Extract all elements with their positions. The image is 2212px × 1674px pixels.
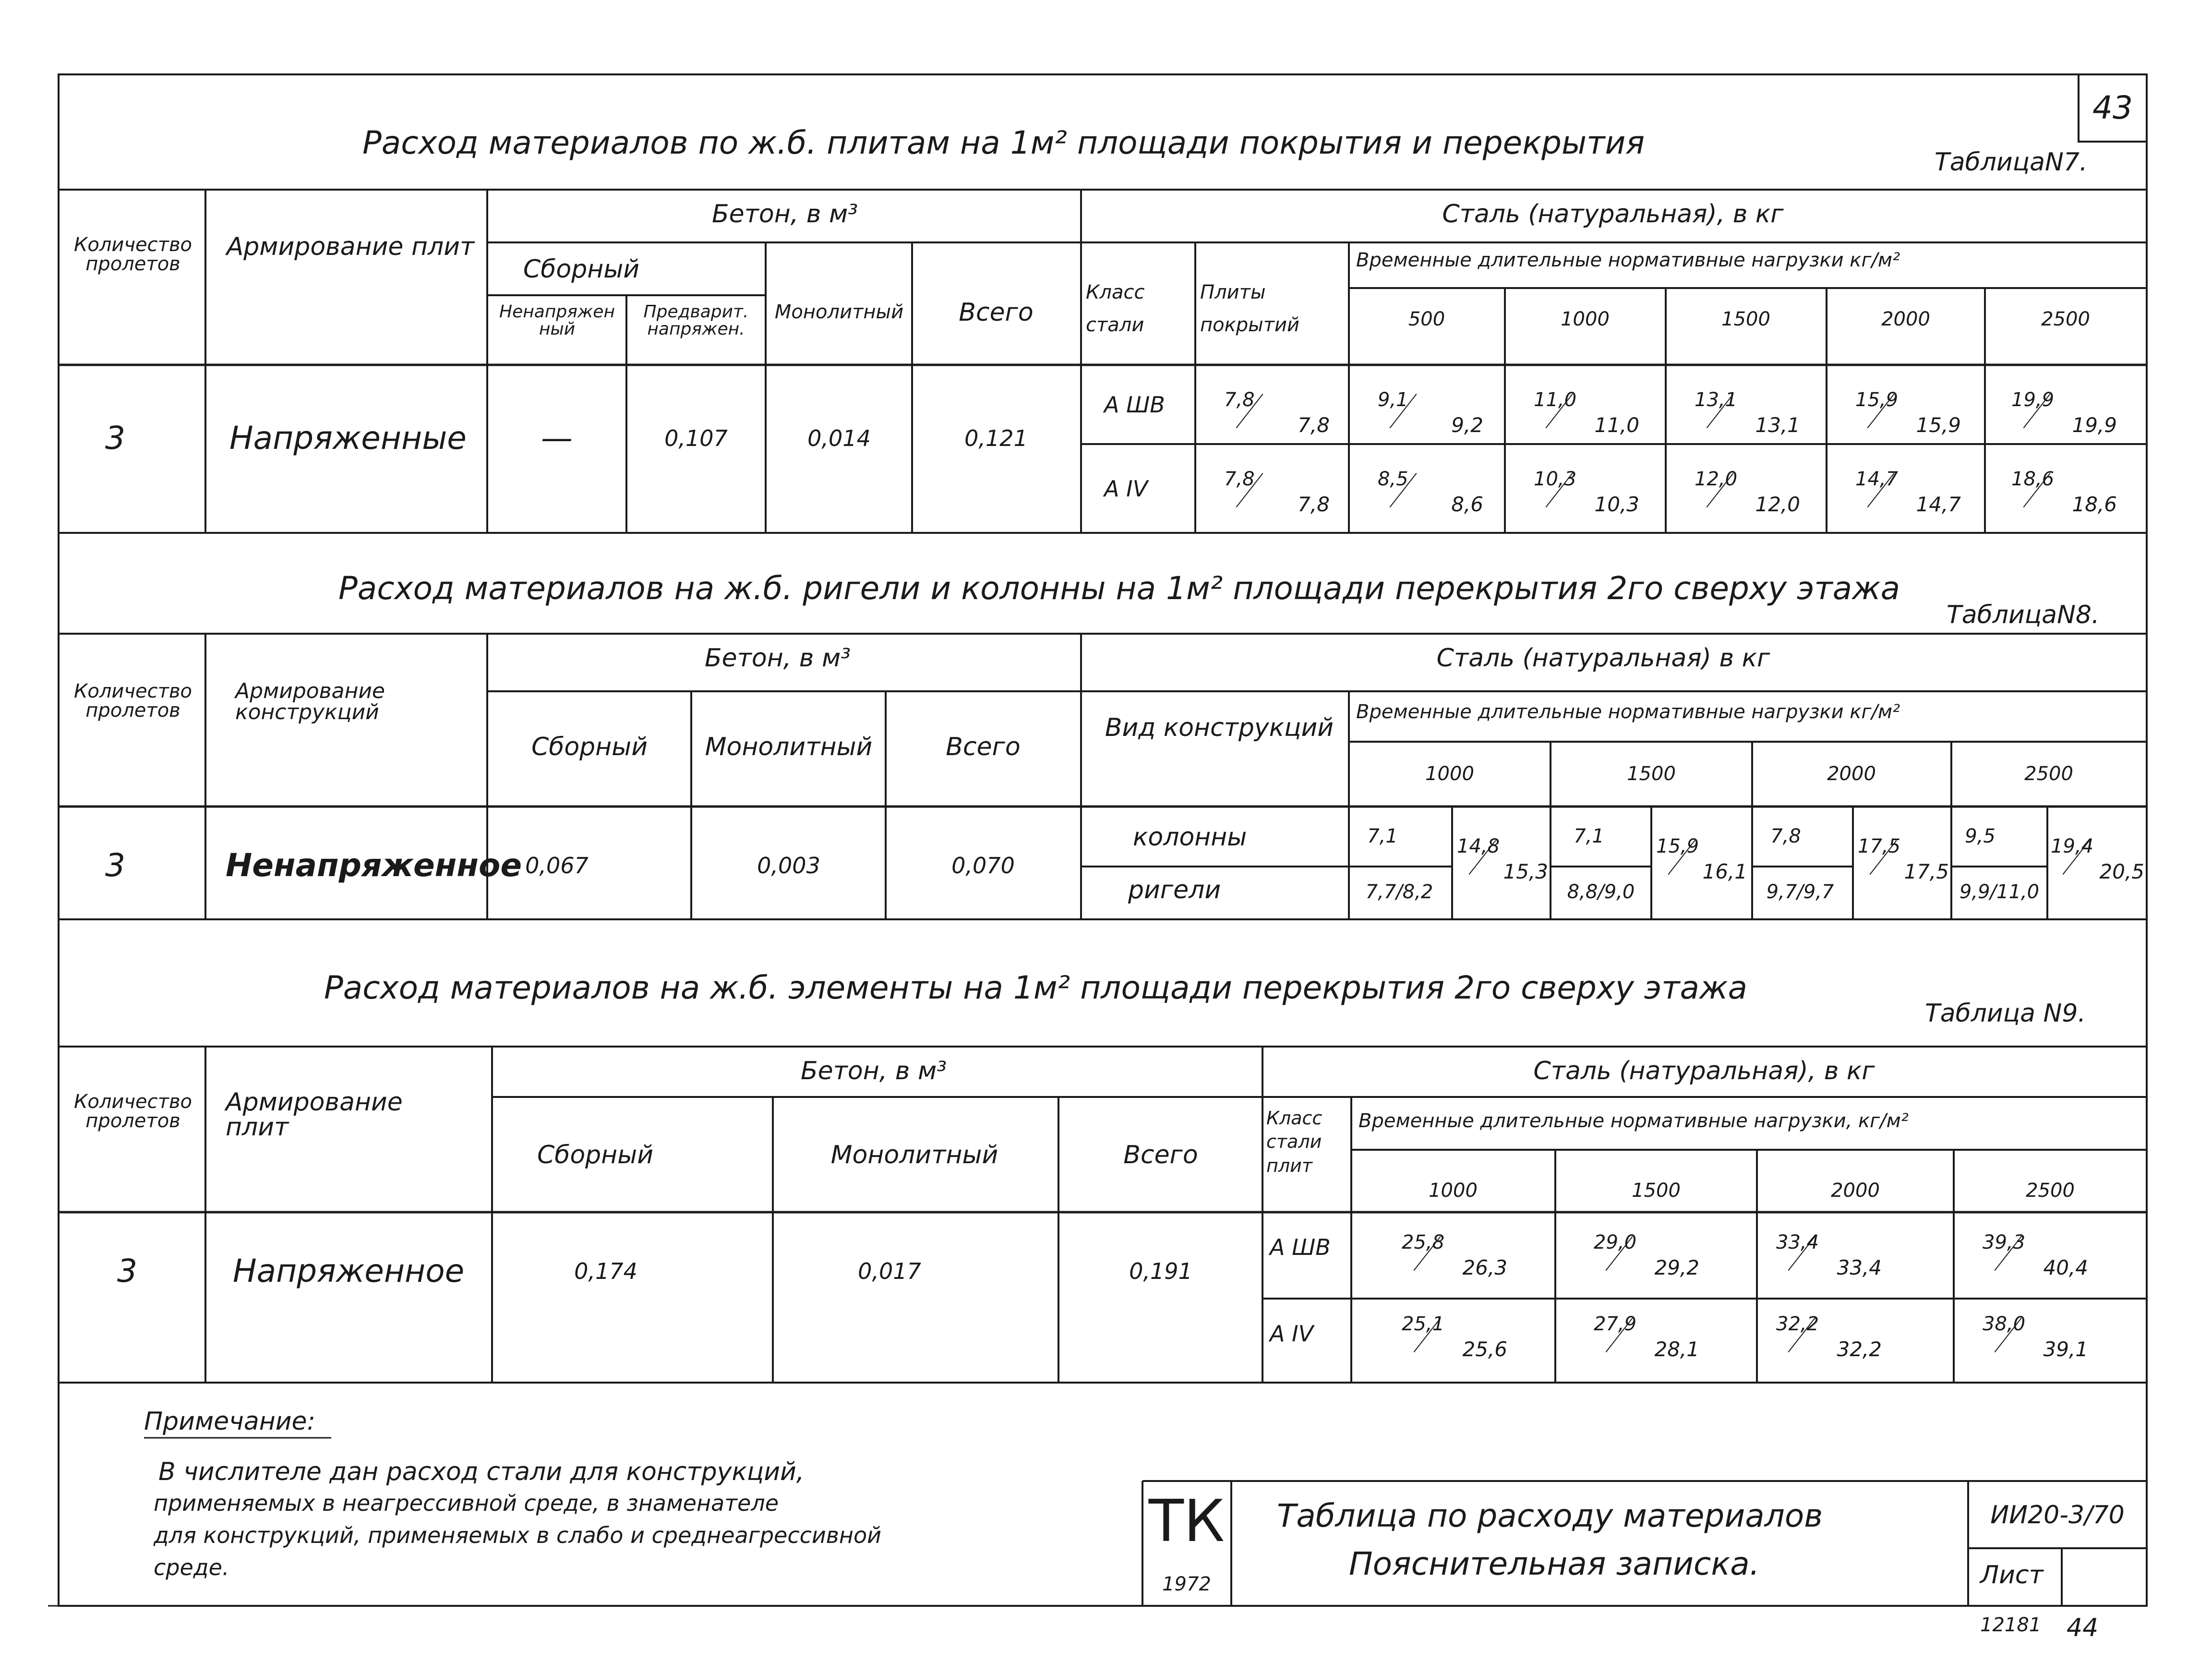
t8-total-1000: 14,8 15,3 [1457, 835, 1548, 883]
t9-val-1-1000: 25,8 26,3 [1402, 1231, 1507, 1279]
t9-val-1-1500: 29,0 29,2 [1594, 1231, 1699, 1279]
table7-title: Расход материалов по ж.б. плитам на 1м² площади покрытия и перекрытия [362, 124, 1645, 161]
t7-header-nenapr: Ненапряжен ный [499, 302, 615, 339]
t7-header-beton: Бетон, в м³ [711, 200, 858, 229]
t9-header-vsego: Всего [1123, 1141, 1198, 1169]
t7-load-500: 500 [1408, 308, 1445, 330]
t7-load-2000: 2000 [1881, 308, 1930, 330]
t9-header-monol: Монолитный [830, 1141, 998, 1169]
t7-header-plity: Плиты покрытий [1200, 281, 1300, 336]
t8-total-2000: 17,5 17,5 [1858, 835, 1949, 883]
t7-load-1000: 1000 [1561, 308, 1610, 330]
stamp-title-2: Пояснительная записка. [1349, 1545, 1760, 1582]
t7-header-monol: Монолитный [774, 301, 904, 323]
t8-header-stal: Сталь (натуральная) в кг [1436, 644, 1770, 673]
t7-header-sborn: Сборный [523, 255, 640, 284]
t8-rigeli-2000: 9,7/9,7 [1766, 881, 1834, 903]
t7-klass-2: А IV [1104, 476, 1148, 502]
t7-load-1500: 1500 [1721, 308, 1770, 330]
t8-rigeli-2500: 9,9/11,0 [1959, 881, 2040, 903]
t7-row-arm: Напряженные [229, 420, 467, 457]
t7-klass-1: А ШВ [1104, 392, 1165, 418]
table7-label: ТаблицаN7. [1935, 148, 2088, 177]
t7-header-klass: Класс стали [1086, 281, 1145, 336]
t7-row-nenapr: — [541, 420, 573, 457]
note-line-1: В числителе дан расход стали для конструкций, [158, 1457, 805, 1486]
t7-val-2-1500: 12,0 12,0 [1695, 468, 1800, 516]
t7-val-2-500: 8,5 8,6 [1378, 468, 1483, 516]
t9-row-vsego: 0,191 [1129, 1258, 1192, 1284]
t8-kolonny-1500: 7,1 [1574, 825, 1604, 847]
t8-load-1500: 1500 [1627, 763, 1676, 785]
t8-total-2500: 19,4 20,5 [2051, 835, 2144, 883]
t9-header-loads: Временные длительные нормативные нагрузки, кг/м² [1358, 1110, 1909, 1132]
t9-header-spans: Количество пролетов [73, 1091, 192, 1132]
t8-row-vsego: 0,070 [951, 853, 1015, 879]
t8-header-spans: Количество пролетов [73, 680, 192, 722]
t7-plity-1: 7,8 7,8 [1224, 389, 1330, 437]
t9-val-2-1000: 25,1 25,6 [1402, 1313, 1507, 1361]
t7-val-1-1500: 13,1 13,1 [1695, 389, 1800, 437]
t7-val-2-2000: 14,7 14,7 [1855, 468, 1961, 516]
t8-load-1000: 1000 [1425, 763, 1474, 785]
note-line-2: применяемых в неагрессивной среде, в знаменателе [154, 1490, 779, 1516]
t8-row-sborn: 0,067 [525, 853, 589, 879]
t7-header-stal: Сталь (натуральная), в кг [1442, 200, 1784, 229]
t7-header-predv: Предварит. напряжен. [643, 302, 749, 339]
t7-row-monol: 0,014 [807, 425, 871, 451]
table9-title: Расход материалов на ж.б. элементы на 1м² площади перекрытия 2го сверху этажа [324, 969, 1747, 1006]
stamp-code: ИИ20-3/70 [1990, 1501, 2125, 1529]
t8-header-arm: Армирование конструкций [235, 679, 385, 724]
t9-load-1000: 1000 [1429, 1180, 1478, 1202]
note-title: Примечание: [144, 1407, 316, 1436]
page-number: 43 [2092, 89, 2133, 126]
t9-val-2-1500: 27,9 28,1 [1594, 1313, 1699, 1361]
stamp-year: 1972 [1162, 1573, 1211, 1595]
t7-header-vsego: Всего [959, 298, 1034, 327]
t9-load-2000: 2000 [1831, 1180, 1880, 1202]
t7-val-1-2000: 15,9 15,9 [1855, 389, 1961, 437]
t8-load-2000: 2000 [1827, 763, 1876, 785]
t8-kolonny-2000: 7,8 [1770, 825, 1801, 847]
t7-row-vsego: 0,121 [964, 425, 1028, 451]
bottom-page: 44 [2067, 1614, 2099, 1642]
t9-header-stal: Сталь (натуральная), в кг [1533, 1057, 1875, 1085]
t8-load-2500: 2500 [2024, 763, 2073, 785]
t9-header-sborn: Сборный [537, 1141, 654, 1169]
stamp-sheet-label: Лист [1980, 1561, 2044, 1590]
t9-val-2-2500: 38,0 39,1 [1983, 1313, 2088, 1361]
t9-val-1-2000: 33,4 33,4 [1776, 1231, 1882, 1279]
bottom-code: 12181 [1980, 1614, 2042, 1636]
table9-label: Таблица N9. [1925, 999, 2086, 1028]
t7-header-spans: Количество пролетов [73, 234, 192, 275]
t9-load-2500: 2500 [2026, 1180, 2075, 1202]
t8-kolonny: колонны [1133, 823, 1247, 852]
t7-val-2-1000: 10,3 10,3 [1534, 468, 1639, 516]
table8-label: ТаблицаN8. [1947, 601, 2100, 629]
t7-row-predv: 0,107 [664, 425, 728, 451]
t8-row-spans: 3 [105, 847, 125, 884]
t7-val-2-2500: 18,6 18,6 [2011, 468, 2117, 516]
t9-row-monol: 0,017 [858, 1258, 921, 1284]
t9-row-spans: 3 [117, 1252, 137, 1289]
t8-total-1500: 15,9 16,1 [1656, 835, 1747, 883]
note-line-3: для конструкций, применяемых в слабо и среднеагрессивной [154, 1522, 882, 1548]
t7-row-spans: 3 [105, 420, 125, 457]
t7-load-2500: 2500 [2041, 308, 2090, 330]
t9-header-beton: Бетон, в м³ [800, 1057, 947, 1085]
t7-header-loads: Временные длительные нормативные нагрузки кг/м² [1356, 249, 1900, 271]
t9-klass-1: А ШВ [1270, 1234, 1331, 1260]
t8-header-monol: Монолитный [705, 733, 873, 761]
t8-row-arm: Ненапряженное [226, 847, 522, 884]
stamp-tk: ТК [1148, 1488, 1225, 1555]
t7-header-arm: Армирование плит [226, 232, 475, 261]
t8-rigeli-1500: 8,8/9,0 [1567, 881, 1635, 903]
t8-row-monol: 0,003 [757, 853, 820, 879]
t9-row-sborn: 0,174 [574, 1258, 637, 1284]
t9-load-1500: 1500 [1632, 1180, 1681, 1202]
t8-kolonny-1000: 7,1 [1367, 825, 1398, 847]
t8-header-vid: Вид конструкций [1105, 713, 1334, 742]
stamp-title-1: Таблица по расходу материалов [1277, 1497, 1823, 1534]
note-line-4: среде. [154, 1554, 229, 1580]
t9-row-arm: Напряженное [233, 1252, 465, 1289]
t8-rigeli: ригели [1128, 876, 1221, 904]
t9-header-arm: Армирование плит [226, 1088, 403, 1142]
t8-header-beton: Бетон, в м³ [704, 644, 851, 673]
t9-val-1-2500: 39,3 40,4 [1983, 1231, 2088, 1279]
t8-header-loads: Временные длительные нормативные нагрузки кг/м² [1356, 701, 1900, 723]
t7-val-1-2500: 19,9 19,9 [2011, 389, 2117, 437]
t8-header-vsego: Всего [946, 733, 1021, 761]
t9-header-klass: Класс стали плит [1266, 1108, 1322, 1176]
t8-header-sborn: Сборный [531, 733, 648, 761]
t7-val-1-1000: 11,0 11,0 [1534, 389, 1639, 437]
table8-title: Расход материалов на ж.б. ригели и колонны на 1м² площади перекрытия 2го сверху этажа [338, 570, 1900, 607]
t9-klass-2: А IV [1270, 1321, 1314, 1347]
t8-kolonny-2500: 9,5 [1965, 825, 1996, 847]
t7-val-1-500: 9,1 9,2 [1378, 389, 1483, 437]
t9-val-2-2000: 32,2 32,2 [1776, 1313, 1882, 1361]
t8-rigeli-1000: 7,7/8,2 [1365, 881, 1433, 903]
t7-plity-2: 7,8 7,8 [1224, 468, 1330, 516]
